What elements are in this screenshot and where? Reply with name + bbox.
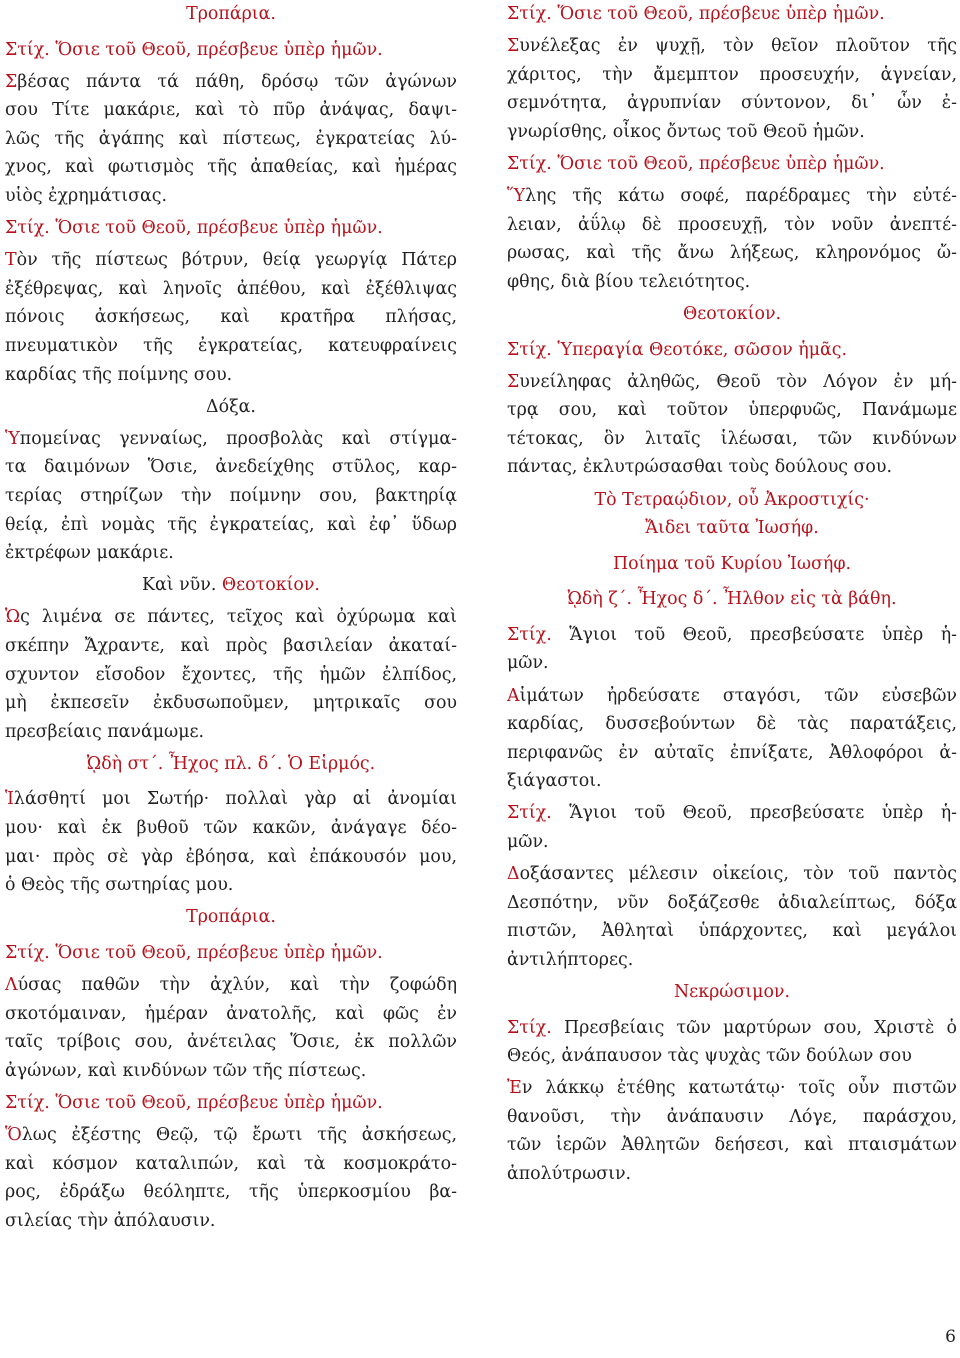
initial-letter: Ἱ: [5, 789, 14, 810]
troparion-line: φθης, διὰ βίου τελειότητος.: [507, 271, 751, 292]
stichos-text: Πρεσβείαις τῶν μαρτύρων σου, Χριστὲ ὁ: [563, 1017, 957, 1038]
stichos-label: Στίχ.: [5, 39, 50, 60]
spacer: [5, 29, 457, 36]
troparion-line: τα δαιμόνων Ὅσιε, ἀνεδείχθης στῦλος, καρ-: [5, 457, 457, 478]
troparion-line: Δοξάσαντες μέλεσιν οἰκείοις, τὸν τοῦ παντὸς: [507, 864, 957, 885]
troparion-line: σκοτόμαιναν, ἡμέραν ἀνατολῆς, καὶ φῶς ἐν: [5, 1003, 457, 1024]
troparion-line: σιλείας τὴν ἀπόλαυσιν.: [5, 1210, 216, 1231]
troparion-paragraph: [5, 603, 457, 746]
troparion-line: πάντας, ἐκλυτρώσασθαι τοὺς δούλους σου.: [507, 457, 892, 478]
initial-letter: Α: [507, 685, 520, 706]
troparion-line: σχυντον εἴσοδον ἔχοντες, τῆς ἡμῶν ἐλπίδος,: [5, 664, 457, 685]
troparion-paragraph: [507, 682, 957, 796]
section-heading: ᾨδὴ ζ΄. Ἦχος δ΄. Ἦλθον εἰς τὰ βάθη.: [567, 589, 897, 610]
troparion-line: σκέπην Ἄχραντε, καὶ πρὸς βασιλείαν ἀκαταί-: [5, 635, 457, 656]
acrostic-text: Ἄιδει ταῦτα Ἰωσήφ.: [645, 518, 819, 539]
troparion-line: πρεσβείαις πανάμωμε.: [5, 721, 205, 742]
verse-stichos: [507, 0, 957, 29]
stichos-label: Στίχ.: [507, 803, 552, 824]
stichos-line: Θεός, ἀνάπαυσον τὰς ψυχὰς τῶν δούλων σου: [507, 1046, 912, 1067]
verse-stichos: [5, 214, 457, 243]
troparion-line: τέτοκας, ὃν λιταῖς ἱλέωσαι, τῶν κινδύνων: [507, 428, 957, 449]
troparion-line: πνευματικὸν τῆς ἐγκρατείας, κατευφραίνεις: [5, 336, 457, 357]
troparion-line: Ὑπομείνας γενναίως, προσβολὰς καὶ στίγμα-: [5, 428, 457, 449]
section-heading: Θεοτοκίον.: [682, 303, 782, 324]
verse-stichos: [5, 36, 457, 65]
stichos-label: Στίχ.: [507, 4, 552, 24]
theotokion-label: Θεοτοκίον.: [221, 575, 320, 596]
stichos-text: Ὅσιε τοῦ Θεοῦ, πρέσβευε ὑπὲρ ἡμῶν.: [55, 1092, 383, 1113]
initial-letter: Ὅ: [5, 1124, 22, 1145]
stichos-label: Στίχ.: [5, 1092, 50, 1113]
troparion-paragraph: [507, 368, 957, 482]
troparion-line: ἀγώνων, καὶ κινδύνων τῶν τῆς πίστεως.: [5, 1060, 367, 1081]
stichos-text: Ἅγιοι τοῦ Θεοῦ, πρεσβεύσατε ὑπὲρ ἡ-: [569, 624, 958, 645]
troparion-line: καρδίας τῆς ποίμνης σου.: [5, 364, 233, 385]
troparion-line: ἐξέθρεψας, καὶ ληνοῖς ἀπέθου, καὶ ἐξέθλιψας: [5, 278, 457, 299]
troparion-line: λῶς τῆς ἀγάπης καὶ πίστεως, ἐγκρατείας λύ-: [5, 128, 457, 149]
troparion-line: ρωσας, καὶ τῆς ἄνω λήξεως, κληρονόμος ὤ-: [507, 243, 957, 264]
initial-letter: Λ: [5, 975, 18, 995]
initial-letter: Δ: [507, 864, 520, 885]
troparion-line: ρος, ἐδράξω θεόληπτε, τῆς ὑπερκοσμίου βα-: [5, 1182, 457, 1203]
spacer: [507, 543, 957, 550]
stichos-line: μῶν.: [507, 832, 549, 853]
section-heading: Τροπάρια.: [186, 4, 276, 24]
spacer: [507, 578, 957, 585]
initial-letter: Σ: [5, 71, 18, 92]
troparion-line: ἀπολύτρωσιν.: [507, 1164, 632, 1185]
initial-letter: Ὡ: [5, 607, 21, 628]
initial-letter: Ὕ: [507, 186, 526, 207]
verse-stichos: [5, 939, 457, 968]
troparion-line: Αἱμάτων ἠρδεύσατε σταγόσι, τῶν εὐσεβῶν: [507, 685, 957, 706]
initial-letter: Σ: [507, 36, 520, 57]
spacer: [507, 614, 957, 621]
troparion-line: θανοῦσι, τὴν ἀνάπαυσιν Λόγε, παράσχου,: [507, 1106, 957, 1127]
troparion-paragraph: [5, 425, 457, 568]
doxa-heading: Δόξα.: [206, 396, 256, 417]
troparion-line: μαι· πρὸς σὲ γὰρ ἐβόησα, καὶ ἐπάκουσόν μου,: [5, 846, 457, 867]
troparion-line: Τὸν τῆς πίστεως βότρυν, θείᾳ γεωργίᾳ Πάτερ: [5, 250, 457, 271]
troparion-paragraph: [5, 971, 457, 1085]
spacer: [507, 329, 957, 336]
initial-letter: Ὑ: [5, 428, 20, 449]
verse-stichos: [5, 1089, 457, 1118]
spacer: [5, 932, 457, 939]
troparion-paragraph: [5, 68, 457, 211]
troparion-line: χάριτος, τὴν ἄμεμπτον προσευχήν, ἁγνείαν,: [507, 64, 957, 85]
right-column: [507, 0, 957, 1189]
troparion-line: γνωρίσθης, οἶκος ὄντως τοῦ Θεοῦ ἡμῶν.: [507, 121, 865, 142]
verse-stichos: [507, 621, 957, 678]
troparion-line: σεμνότητα, ἀγρυπνίαν σύντονον, δι᾽ ὧν ἐ-: [507, 93, 957, 114]
verse-stichos: [507, 150, 957, 179]
troparion-line: καὶ κόσμον καταλιπών, καὶ τὰ κοσμοκράτο-: [5, 1153, 457, 1174]
kai-nyn-heading: [5, 571, 457, 600]
troparion-paragraph: [5, 785, 457, 899]
troparion-line: Ἐν λάκκῳ ἐτέθης κατωτάτῳ· τοῖς οὖν πιστῶν: [507, 1078, 957, 1099]
spacer: [5, 778, 457, 785]
stichos-text: Ὅσιε τοῦ Θεοῦ, πρέσβευε ὑπὲρ ἡμῶν.: [557, 153, 885, 174]
section-heading: Ποίημα τοῦ Κυρίου Ἰωσήφ.: [612, 553, 852, 574]
troparion-line: χνος, καὶ φωτισμὸς τῆς ἀπαθείας, καὶ ἡμέρας: [5, 157, 457, 178]
section-heading: Νεκρώσιμον.: [673, 982, 791, 1002]
spacer: [507, 1007, 957, 1014]
troparion-line: τῶν ἱερῶν Ἀθλητῶν δεήσεσι, καὶ πταισμάτων: [507, 1135, 957, 1156]
troparion-line: θείᾳ, ἐπὶ νομὰς τῆς ἐγκρατείας, καὶ ἐφ᾽ ὕδωρ: [5, 514, 457, 535]
troparion-line: σου Τίτε μακάριε, καὶ τὸ πῦρ ἀνάψας, δαψι-: [5, 100, 457, 121]
troparion-line: καρδίας, δυσσεβούντων δὲ τὰς παρατάξεις,: [507, 714, 957, 735]
troparion-line: πόνοις ἀσκήσεως, καὶ κρατῆρα πλήσας,: [5, 307, 457, 328]
stichos-label: Στίχ.: [507, 624, 552, 645]
stichos-label: Στίχ.: [507, 1017, 552, 1038]
kai-nyn-label: Καὶ νῦν.: [142, 575, 217, 596]
verse-stichos: [507, 799, 957, 856]
troparion-line: ταῖς τρίβοις σου, ἀνέτειλας Ὅσιε, ἐκ πολλῶν: [5, 1032, 457, 1053]
troparion-line: τερίας στηρίζων τὴν ποίμνην σου, βακτηρίᾳ: [5, 486, 457, 506]
troparion-line: πιστῶν, Ἀθληταὶ ὑπάρχοντες, καὶ μεγάλοι: [507, 921, 957, 942]
initial-letter: Σ: [507, 371, 520, 392]
troparion-line: υἱὸς ἐχρημάτισας.: [5, 186, 168, 207]
acrostic-heading: [507, 486, 957, 543]
troparion-paragraph: [507, 32, 957, 146]
stichos-line: [507, 1014, 957, 1043]
troparion-paragraph: [5, 1121, 457, 1235]
troparion-line: μου· καὶ ἐκ βυθοῦ τῶν κακῶν, ἀνάγαγε δέο-: [5, 818, 457, 839]
section-heading: ᾨδὴ στ΄. Ἦχος πλ. δ΄. Ὁ Εἱρμός.: [86, 753, 376, 774]
troparion-line: ὁ Θεὸς τῆς σωτηρίας μου.: [5, 875, 234, 896]
stichos-text: Ὑπεραγία Θεοτόκε, σῶσον ἡμᾶς.: [557, 339, 848, 360]
troparion-line: ἐκτρέφων μακάριε.: [5, 543, 174, 564]
stichos-line: [507, 621, 957, 650]
verse-stichos: [507, 336, 957, 365]
stichos-line: [507, 799, 957, 828]
troparion-line: Λύσας παθῶν τὴν ἀχλύν, καὶ τὴν ζοφώδη: [5, 975, 457, 995]
troparion-line: λειαν, ἀΰλῳ δὲ προσευχῇ, τὸν νοῦν ἀνεπτέ-: [507, 214, 957, 235]
troparion-line: Σβέσας πάντα τά πάθη, δρόσῳ τῶν ἀγώνων: [5, 71, 457, 92]
section-heading: Τροπάρια.: [186, 907, 276, 928]
verse-stichos: [507, 1014, 957, 1071]
troparion-line: τρᾳ σου, καὶ τοῦτον ὑπερφυῶς, Πανάμωμε: [507, 400, 957, 421]
troparion-line: Ὅλως ἐξέστης Θεῷ, τῷ ἔρωτι τῆς ἀσκήσεως,: [5, 1124, 457, 1145]
troparion-line: Δεσπότην, νῦν δοξάζεσθε ἀδιαλείπτως, δόξα: [507, 892, 957, 913]
page-number: 6: [945, 1327, 956, 1347]
troparion-line: Ἱλάσθητί μοι Σωτήρ· πολλαὶ γὰρ αἱ ἀνομίαι: [5, 789, 457, 810]
stichos-label: Στίχ.: [507, 339, 552, 360]
stichos-text: Ὅσιε τοῦ Θεοῦ, πρέσβευε ὑπὲρ ἡμῶν.: [557, 4, 885, 24]
left-column: [5, 0, 457, 1235]
troparion-line: Ὕλης τῆς κάτω σοφέ, παρέδραμες τὴν εὐτέ-: [507, 186, 957, 207]
acrostic-title: Τὸ Τετραῴδιον, οὗ Ἀκροστιχίς·: [594, 489, 870, 510]
initial-letter: Τ: [5, 250, 17, 271]
troparion-line: Ὡς λιμένα σε πάντες, τεῖχος καὶ ὀχύρωμα καὶ: [5, 607, 457, 628]
troparion-paragraph: [507, 860, 957, 974]
stichos-text: Ἅγιοι τοῦ Θεοῦ, πρεσβεύσατε ὑπὲρ ἡ-: [569, 803, 958, 824]
troparion-line: Συνέλεξας ἐν ψυχῇ, τὸν θεῖον πλοῦτον τῆς: [507, 36, 957, 57]
troparion-line: μὴ ἐκπεσεῖν ἐκδυσωποῦμεν, μητρικαῖς σου: [5, 693, 457, 714]
stichos-line: μῶν.: [507, 653, 549, 674]
troparion-line: ξιάγαστοι.: [507, 771, 602, 792]
troparion-paragraph: [507, 1074, 957, 1188]
troparion-paragraph: [5, 246, 457, 389]
stichos-text: Ὅσιε τοῦ Θεοῦ, πρέσβευε ὑπὲρ ἡμῶν.: [55, 218, 383, 239]
stichos-text: Ὅσιε τοῦ Θεοῦ, πρέσβευε ὑπὲρ ἡμῶν.: [55, 39, 383, 60]
stichos-label: Στίχ.: [5, 942, 50, 963]
troparion-line: ἀντιλήπτορες.: [507, 949, 634, 970]
initial-letter: Ἐ: [507, 1078, 522, 1099]
stichos-label: Στίχ.: [507, 153, 552, 174]
troparion-line: Συνείληφας ἀληθῶς, Θεοῦ τὸν Λόγον ἐν μή-: [507, 371, 957, 392]
stichos-text: Ὅσιε τοῦ Θεοῦ, πρέσβευε ὑπὲρ ἡμῶν.: [55, 942, 383, 963]
troparion-paragraph: [507, 182, 957, 296]
stichos-label: Στίχ.: [5, 218, 50, 239]
troparion-line: περιφανῶς ἐν αὐταῖς ἐπνίξατε, Ἀθλοφόροι ἀ-: [507, 742, 957, 763]
